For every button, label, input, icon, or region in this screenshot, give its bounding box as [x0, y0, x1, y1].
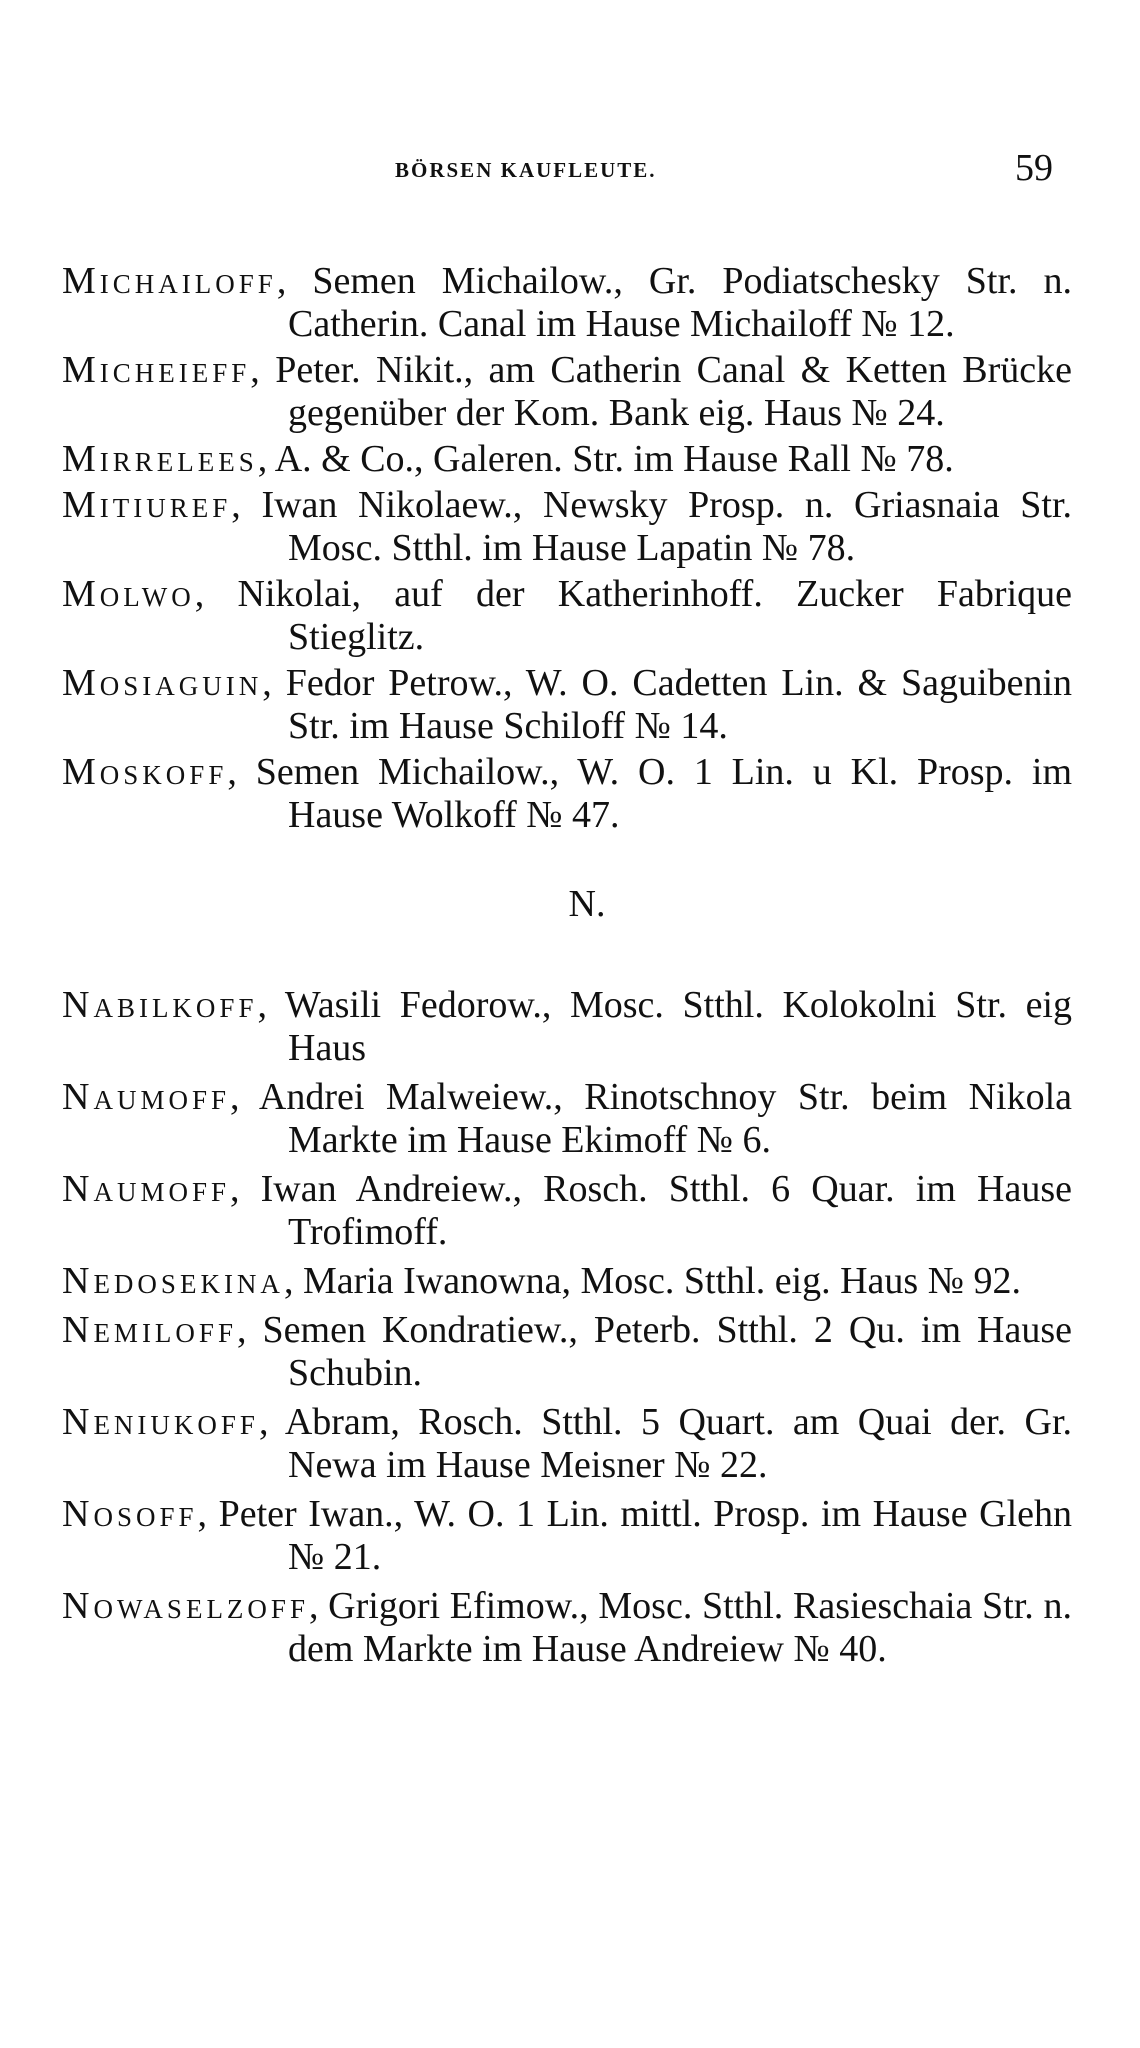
- list-item: Nemiloff, Semen Kondratiew., Peterb. Stthl. 2 Qu. im Hause Schubin.: [62, 1309, 1073, 1394]
- list-item: Nedosekina, Maria Iwanowna, Mosc. Stthl. eig. Haus № 92.: [62, 1260, 1021, 1302]
- entry-text: Peter. Nikit., am Catherin Canal & Ketten Brücke gegenüber der Kom. Bank eig. Haus № 24.: [275, 349, 1072, 434]
- entry-text: Semen Michailow., W. O. 1 Lin. u Kl. Prosp. im Hause Wolkoff № 47.: [255, 751, 1073, 836]
- entry-surname: Micheieff: [62, 349, 251, 391]
- entry-surname: Nabilkoff: [62, 984, 258, 1026]
- list-item: Molwo, Nikolai, auf der Katherinhoff. Zucker Fabrique Stieglitz.: [62, 573, 1073, 658]
- list-item: Micheieff, Peter. Nikit., am Catherin Canal & Ketten Brücke gegenüber der Kom. Bank eig. Haus № 24.: [62, 349, 1072, 434]
- running-title: BÖRSEN KAUFLEUTE.: [395, 158, 657, 182]
- entry-surname: Mirrelees: [62, 438, 258, 480]
- list-item: Nowaselzoff, Grigori Efimow., Mosc. Stthl. Rasieschaia Str. n. dem Markte im Hause Andreiew № 40.: [62, 1585, 1072, 1670]
- entry-surname: Nemiloff: [62, 1309, 237, 1351]
- list-item: Michailoff, Semen Michailow., Gr. Podiatschesky Str. n. Catherin. Canal im Hause Michailoff № 12.: [62, 260, 1073, 345]
- list-item: Moskoff, Semen Michailow., W. O. 1 Lin. u Kl. Prosp. im Hause Wolkoff № 47.: [62, 751, 1073, 836]
- list-item: Neniukoff, Abram, Rosch. Stthl. 5 Quart. am Quai der. Gr. Newa im Hause Meisner № 22.: [62, 1401, 1072, 1486]
- list-item: Mosiaguin, Fedor Petrow., W. O. Cadetten Lin. & Saguibenin Str. im Hause Schiloff № 14.: [62, 662, 1072, 747]
- list-item: Naumoff, Andrei Malweiew., Rinotschnoy Str. beim Nikola Markte im Hause Ekimoff № 6.: [62, 1076, 1072, 1161]
- entry-text: A. & Co., Galeren. Str. im Hause Rall № 78.: [274, 438, 954, 480]
- list-item: Mirrelees, A. & Co., Galeren. Str. im Hause Rall № 78.: [62, 438, 954, 480]
- entry-surname: Naumoff: [62, 1168, 230, 1210]
- entry-surname: Molwo: [62, 573, 195, 615]
- entry-surname: Nosoff: [62, 1493, 198, 1535]
- entry-surname: Mitiuref: [62, 484, 232, 526]
- entry-text: Fedor Petrow., W. O. Cadetten Lin. & Saguibenin Str. im Hause Schiloff № 14.: [285, 662, 1072, 747]
- list-item: Nosoff, Peter Iwan., W. O. 1 Lin. mittl. Prosp. im Hause Glehn № 21.: [62, 1493, 1072, 1578]
- entry-text: Semen Kondratiew., Peterb. Stthl. 2 Qu. im Hause Schubin.: [262, 1309, 1073, 1394]
- directory-listing: [62, 222, 1072, 1671]
- section-n: [62, 984, 1072, 1671]
- entry-surname: Mosiaguin: [62, 662, 263, 704]
- list-item: Mitiuref, Iwan Nikolaew., Newsky Prosp. n. Griasnaia Str. Mosc. Stthl. im Hause Lapatin № 78.: [62, 484, 1072, 569]
- entry-text: Wasili Fedorow., Mosc. Stthl. Kolokolni Str. eig Haus: [284, 984, 1072, 1069]
- entry-text: Iwan Nikolaew., Newsky Prosp. n. Griasnaia Str. Mosc. Stthl. im Hause Lapatin № 78.: [261, 484, 1072, 569]
- page-number: 59: [1015, 147, 1053, 189]
- entry-surname: Michailoff: [62, 260, 277, 302]
- list-item: Naumoff, Iwan Andreiew., Rosch. Stthl. 6 Quar. im Hause Trofimoff.: [62, 1168, 1073, 1253]
- entry-surname: Neniukoff: [62, 1401, 259, 1443]
- entry-surname: Nedosekina: [62, 1260, 284, 1302]
- list-item: Nabilkoff, Wasili Fedorow., Mosc. Stthl. Kolokolni Str. eig Haus: [62, 984, 1072, 1069]
- entry-text: Andrei Malweiew., Rinotschnoy Str. beim Nikola Markte im Hause Ekimoff № 6.: [258, 1076, 1072, 1161]
- entry-surname: Moskoff: [62, 751, 228, 793]
- entry-text: Semen Michailow., Gr. Podiatschesky Str. n. Catherin. Canal im Hause Michailoff № 12.: [288, 260, 1073, 345]
- section-heading: N.: [568, 883, 606, 925]
- section-m: [62, 260, 1072, 837]
- entry-surname: Nowaselzoff: [62, 1585, 309, 1627]
- entry-text: Grigori Efimow., Mosc. Stthl. Rasieschaia Str. n. dem Markte im Hause Andreiew № 40.: [288, 1585, 1072, 1670]
- entry-text: Nikolai, auf der Katherinhoff. Zucker Fabrique Stieglitz.: [237, 573, 1073, 658]
- entry-text: Abram, Rosch. Stthl. 5 Quart. am Quai der. Gr. Newa im Hause Meisner № 22.: [284, 1401, 1072, 1486]
- entry-surname: Naumoff: [62, 1076, 230, 1118]
- entry-text: Iwan Andreiew., Rosch. Stthl. 6 Quar. im Hause Trofimoff.: [260, 1168, 1073, 1253]
- entry-text: Maria Iwanowna, Mosc. Stthl. eig. Haus № 92.: [302, 1260, 1021, 1302]
- entry-text: Peter Iwan., W. O. 1 Lin. mittl. Prosp. im Hause Glehn № 21.: [218, 1493, 1072, 1578]
